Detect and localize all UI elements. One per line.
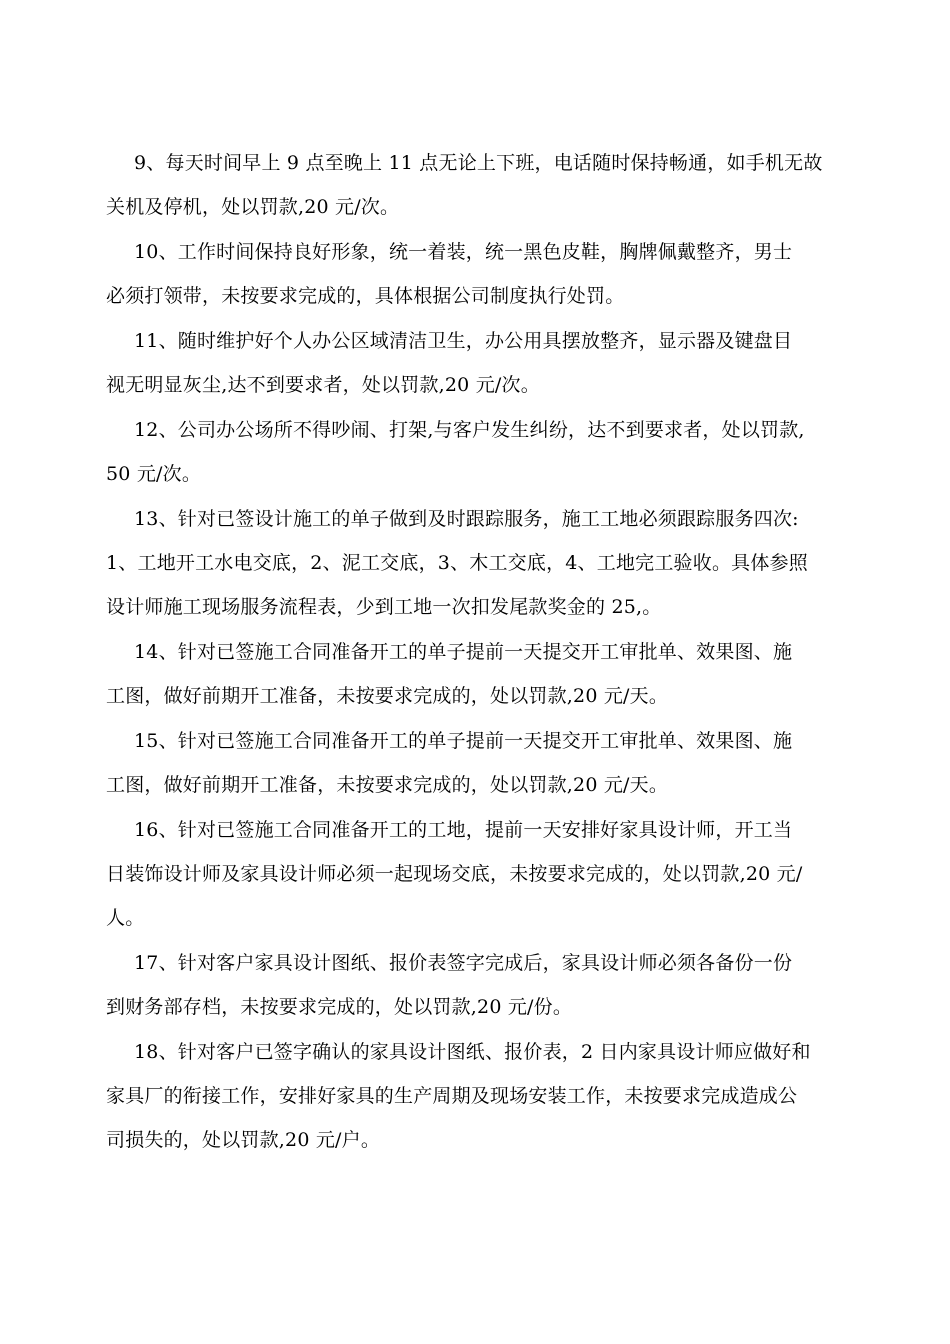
rule-13-line-3: 设计师施工现场服务流程表，少到工地一次扣发尾款奖金的 25,。 xyxy=(106,596,662,618)
rule-10-line-2: 必须打领带，未按要求完成的，具体根据公司制度执行处罚。 xyxy=(106,285,625,307)
rule-17-line-2: 到财务部存档，未按要求完成的，处以罚款,20 元/份。 xyxy=(106,996,573,1018)
rule-16-line-3: 人。 xyxy=(106,907,145,929)
rule-16-line-2: 日装饰设计师及家具设计师必须一起现场交底，未按要求完成的，处以罚款,20 元/ xyxy=(106,863,803,885)
rule-10-line-1: 10、工作时间保持良好形象，统一着装，统一黑色皮鞋，胸牌佩戴整齐，男士 xyxy=(134,241,793,263)
rule-14-line-1: 14、针对已签施工合同准备开工的单子提前一天提交开工审批单、效果图、施 xyxy=(134,641,793,663)
rule-15-line-2: 工图，做好前期开工准备，未按要求完成的，处以罚款,20 元/天。 xyxy=(106,774,669,796)
rule-14-line-2: 工图，做好前期开工准备，未按要求完成的，处以罚款,20 元/天。 xyxy=(106,685,669,707)
rule-18-line-2: 家具厂的衔接工作，安排好家具的生产周期及现场安装工作，未按要求完成造成公 xyxy=(106,1085,798,1107)
rule-18-line-3: 司损失的，处以罚款,20 元/户。 xyxy=(106,1129,381,1151)
rule-12-line-1: 12、公司办公场所不得吵闹、打架,与客户发生纠纷，达不到要求者，处以罚款, xyxy=(134,419,805,441)
rule-17-line-1: 17、针对客户家具设计图纸、报价表签字完成后，家具设计师必须各备份一份 xyxy=(134,952,793,974)
rule-15-line-1: 15、针对已签施工合同准备开工的单子提前一天提交开工审批单、效果图、施 xyxy=(134,730,793,752)
rule-11-line-2: 视无明显灰尘,达不到要求者，处以罚款,20 元/次。 xyxy=(106,374,540,396)
rule-16-line-1: 16、针对已签施工合同准备开工的工地，提前一天安排好家具设计师，开工当 xyxy=(134,819,793,841)
rule-13-line-2: 1、工地开工水电交底，2、泥工交底，3、木工交底，4、工地完工验收。具体参照 xyxy=(106,552,808,574)
rule-18-line-1: 18、针对客户已签字确认的家具设计图纸、报价表，2 日内家具设计师应做好和 xyxy=(134,1041,811,1063)
rule-11-line-1: 11、随时维护好个人办公区域清洁卫生，办公用具摆放整齐，显示器及键盘目 xyxy=(134,330,793,352)
rule-13-line-1: 13、针对已签设计施工的单子做到及时跟踪服务，施工工地必须跟踪服务四次: xyxy=(134,508,799,530)
rule-9-line-2: 关机及停机，处以罚款,20 元/次。 xyxy=(106,196,400,218)
rule-9-line-1: 9、每天时间早上 9 点至晚上 11 点无论上下班，电话随时保持畅通，如手机无故 xyxy=(134,152,823,174)
rule-12-line-2: 50 元/次。 xyxy=(106,463,202,485)
